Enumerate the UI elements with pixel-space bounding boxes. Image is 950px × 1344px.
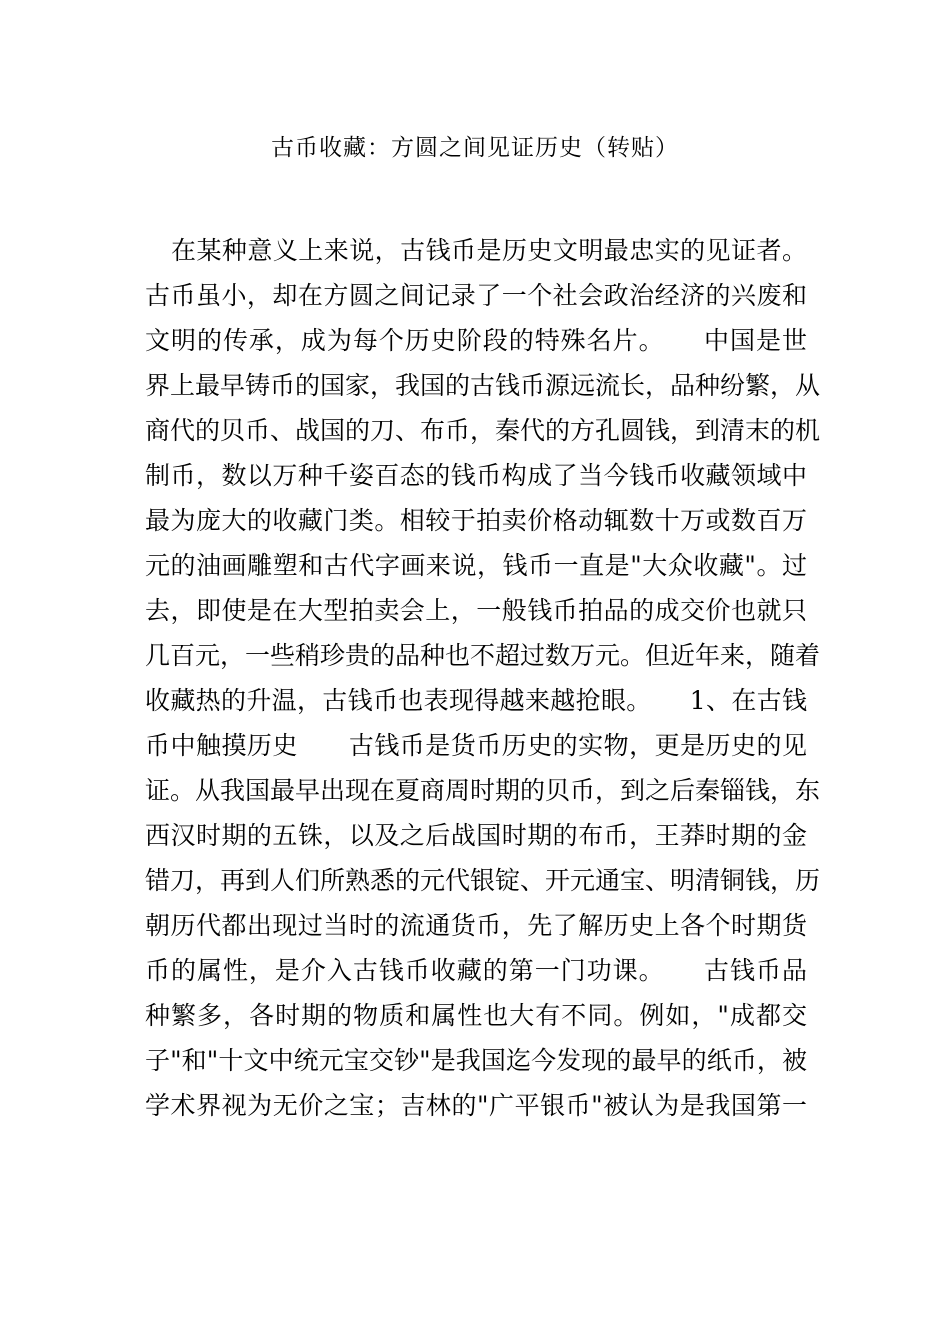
body-line: 文明的传承，成为每个历史阶段的特殊名片。 中国是世	[145, 326, 807, 355]
body-line: 制币，数以万种千姿百态的钱币构成了当今钱币收藏领域中	[145, 461, 807, 490]
body-line: 子"和"十文中统元宝交钞"是我国迄今发现的最早的纸币，被	[145, 1046, 807, 1075]
document-title: 古币收藏：方圆之间见证历史（转贴）	[271, 135, 679, 161]
body-line: 几百元，一些稍珍贵的品种也不超过数万元。但近年来，随着	[145, 641, 821, 670]
document-body	[145, 228, 821, 1128]
body-line: 在某种意义上来说，古钱币是历史文明最忠实的见证者。	[171, 236, 807, 265]
body-line: 界上最早铸币的国家，我国的古钱币源远流长，品种纷繁，从	[145, 371, 821, 400]
body-line: 种繁多，各时期的物质和属性也大有不同。例如，"成都交	[145, 1001, 807, 1030]
body-line: 西汉时期的五铢，以及之后战国时期的布币，王莽时期的金	[145, 821, 807, 850]
body-line: 收藏热的升温，古钱币也表现得越来越抢眼。 1、在古钱	[145, 686, 807, 715]
body-line: 去，即使是在大型拍卖会上，一般钱币拍品的成交价也就只	[145, 596, 807, 625]
body-line: 币中触摸历史 古钱币是货币历史的实物，更是历史的见	[145, 731, 807, 760]
body-line: 古币虽小，却在方圆之间记录了一个社会政治经济的兴废和	[145, 281, 807, 310]
body-line: 朝历代都出现过当时的流通货币，先了解历史上各个时期货	[145, 911, 807, 940]
body-line: 错刀，再到人们所熟悉的元代银锭、开元通宝、明清铜钱，历	[145, 866, 821, 895]
body-line: 币的属性，是介入古钱币收藏的第一门功课。 古钱币品	[145, 956, 807, 985]
body-line: 元的油画雕塑和古代字画来说，钱币一直是"大众收藏"。过	[145, 551, 807, 580]
body-line: 学术界视为无价之宝；吉林的"广平银币"被认为是我国第一	[145, 1091, 807, 1120]
body-line: 商代的贝币、战国的刀、布币，秦代的方孔圆钱，到清末的机	[145, 416, 821, 445]
body-line: 最为庞大的收藏门类。相较于拍卖价格动辄数十万或数百万	[145, 506, 807, 535]
body-line: 证。从我国最早出现在夏商周时期的贝币，到之后秦锱钱，东	[145, 776, 821, 805]
